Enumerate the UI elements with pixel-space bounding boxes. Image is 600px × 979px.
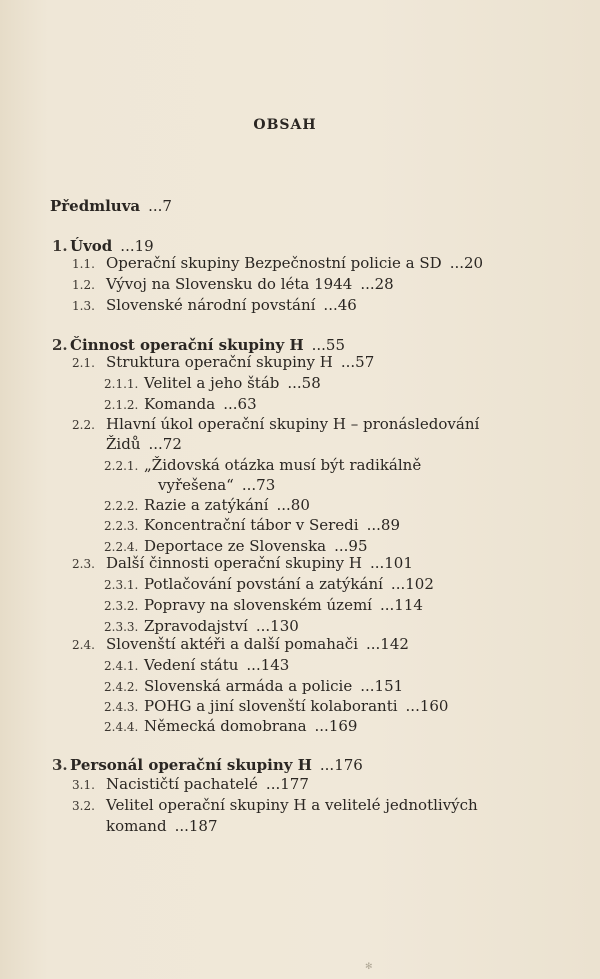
toc-entry-title: Deportace ze Slovenska — [144, 537, 327, 555]
toc-entry-title: Úvod — [70, 237, 113, 255]
toc-entry-page: ...169 — [314, 717, 358, 735]
toc-entry-number: 1.1. — [72, 257, 95, 271]
toc-entry-title: Činnost operační skupiny H — [70, 336, 304, 354]
toc-entry — [50, 196, 172, 216]
toc-entry-title: POHG a jiní slovenští kolaboranti — [144, 697, 398, 715]
toc-entry-page: ...142 — [366, 635, 409, 653]
toc-entry-number: 2.4. — [72, 638, 95, 652]
toc-entry-title: Potlačování povstání a zatýkání — [144, 575, 383, 593]
toc-entry — [104, 394, 257, 415]
toc-entry — [104, 595, 423, 616]
toc-entry-number: 1.2. — [72, 278, 95, 292]
toc-entry-page: ...177 — [265, 775, 309, 793]
toc-entry-title: komand — [106, 817, 167, 835]
toc-entry — [104, 495, 310, 516]
toc-entry — [158, 475, 275, 495]
toc-entry-title: Zpravodajství — [144, 617, 248, 635]
toc-entry-title: Další činnosti operační skupiny H — [106, 554, 362, 572]
toc-entry — [72, 253, 483, 274]
toc-entry-page: ...58 — [287, 374, 321, 392]
toc-entry — [104, 696, 448, 717]
toc-entry-title: Hlavní úkol operační skupiny H – pronásledování — [106, 415, 480, 433]
toc-entry-page: ...7 — [148, 197, 172, 215]
toc-entry-number: 1.3. — [72, 299, 95, 313]
toc-entry-page: ...89 — [366, 516, 400, 534]
toc-entry — [52, 755, 363, 775]
toc-entry-number: 2.2.3. — [104, 519, 139, 533]
toc-entry-title: Popravy na slovenském území — [144, 596, 372, 614]
toc-entry-number: 2. — [52, 336, 68, 354]
toc-entry — [104, 716, 357, 737]
toc-entry-title: Personál operační skupiny H — [70, 756, 312, 774]
toc-entry-page: ...63 — [223, 395, 257, 413]
toc-entry — [104, 655, 289, 676]
toc-entry-title: Koncentrační tábor v Seredi — [144, 516, 359, 534]
toc-entry — [104, 373, 321, 394]
toc-entry — [104, 574, 434, 595]
toc-entry-number: 2.4.1. — [104, 659, 139, 673]
toc-entry — [72, 274, 394, 295]
toc-entry-number: 2.4.2. — [104, 680, 139, 694]
toc-entry-number: 3. — [52, 756, 68, 774]
toc-entry-title: Velitel a jeho štáb — [144, 374, 280, 392]
toc-entry-page: ...72 — [148, 435, 182, 453]
toc-entry-page: ...28 — [360, 275, 394, 293]
toc-entry — [106, 816, 218, 836]
toc-entry-number: 2.3.1. — [104, 578, 139, 592]
paper-smudge: ✻ — [365, 962, 373, 972]
toc-entry — [104, 676, 403, 697]
toc-entry-title: Slovenští aktéři a další pomahači — [106, 635, 358, 653]
toc-entry-title: Vedení státu — [144, 656, 239, 674]
toc-entry-title: vyřešena“ — [158, 476, 234, 494]
toc-entry-number: 2.3.2. — [104, 599, 139, 613]
toc-entry-page: ...57 — [340, 353, 375, 371]
toc-entry-page: ...95 — [334, 537, 368, 555]
toc-entry-title: Operační skupiny Bezpečnostní policie a SD — [106, 254, 442, 272]
toc-entry-number: 2.2.2. — [104, 499, 139, 513]
toc-entry-page: ...176 — [319, 756, 363, 774]
toc-entry-page: ...19 — [120, 237, 154, 255]
toc-entry-page: ...55 — [311, 336, 346, 354]
toc-entry-page: ...101 — [369, 554, 413, 572]
toc-entry — [72, 553, 413, 574]
toc-entry-title: Velitel operační skupiny H a velitelé jednotlivých — [106, 796, 478, 814]
toc-entry — [72, 352, 374, 373]
toc-entry-page: ...80 — [276, 496, 310, 514]
toc-entry-number: 2.1.2. — [104, 398, 139, 412]
toc-entry-number: 2.4.4. — [104, 720, 139, 734]
toc-entry-number: 1. — [52, 237, 68, 255]
toc-entry-number: 2.1.1. — [104, 377, 139, 391]
contents-heading: OBSAH — [253, 117, 317, 133]
toc-entry-title: Nacističtí pachatelé — [106, 775, 258, 793]
toc-entry — [104, 455, 421, 476]
toc-entry-title: Vývoj na Slovensku do léta 1944 — [106, 275, 353, 293]
toc-entry-number: 2.1. — [72, 356, 95, 370]
toc-entry — [72, 774, 309, 795]
toc-entry — [106, 434, 182, 454]
toc-entry-page: ...73 — [241, 476, 276, 494]
toc-entry — [72, 414, 479, 435]
toc-entry — [72, 634, 409, 655]
toc-entry-number: 3.2. — [72, 799, 95, 813]
toc-entry-page: ...46 — [323, 296, 357, 314]
toc-entry-number: 2.3.3. — [104, 620, 139, 634]
toc-entry-page: ...102 — [390, 575, 434, 593]
toc-entry-title: „Židovská otázka musí být radikálně — [144, 456, 422, 474]
toc-entry-number: 2.3. — [72, 557, 95, 571]
toc-entry-page: ...160 — [405, 697, 449, 715]
toc-entry-title: Komanda — [144, 395, 216, 413]
toc-entry — [104, 515, 400, 536]
toc-entry-title: Předmluva — [50, 197, 141, 215]
toc-entry-page: ...114 — [379, 596, 423, 614]
toc-entry-page: ...187 — [174, 817, 218, 835]
toc-entry-number: 2.2. — [72, 418, 95, 432]
toc-entry-page: ...151 — [360, 677, 404, 695]
toc-entry-title: Židů — [106, 435, 141, 453]
toc-entry-number: 2.2.1. — [104, 459, 139, 473]
toc-entry-title: Struktura operační skupiny H — [106, 353, 333, 371]
toc-entry — [72, 795, 478, 816]
toc-entry-title: Razie a zatýkání — [144, 496, 269, 514]
toc-entry-number: 2.2.4. — [104, 540, 139, 554]
toc-entry-number: 3.1. — [72, 778, 95, 792]
toc-entry-page: ...143 — [246, 656, 290, 674]
toc-entry-title: Německá domobrana — [144, 717, 307, 735]
toc-entry — [72, 295, 357, 316]
toc-entry-number: 2.4.3. — [104, 700, 139, 714]
toc-entry-page: ...130 — [255, 617, 299, 635]
toc-entry-title: Slovenská armáda a policie — [144, 677, 353, 695]
toc-entry-page: ...20 — [449, 254, 484, 272]
toc-entry-title: Slovenské národní povstání — [106, 296, 316, 314]
